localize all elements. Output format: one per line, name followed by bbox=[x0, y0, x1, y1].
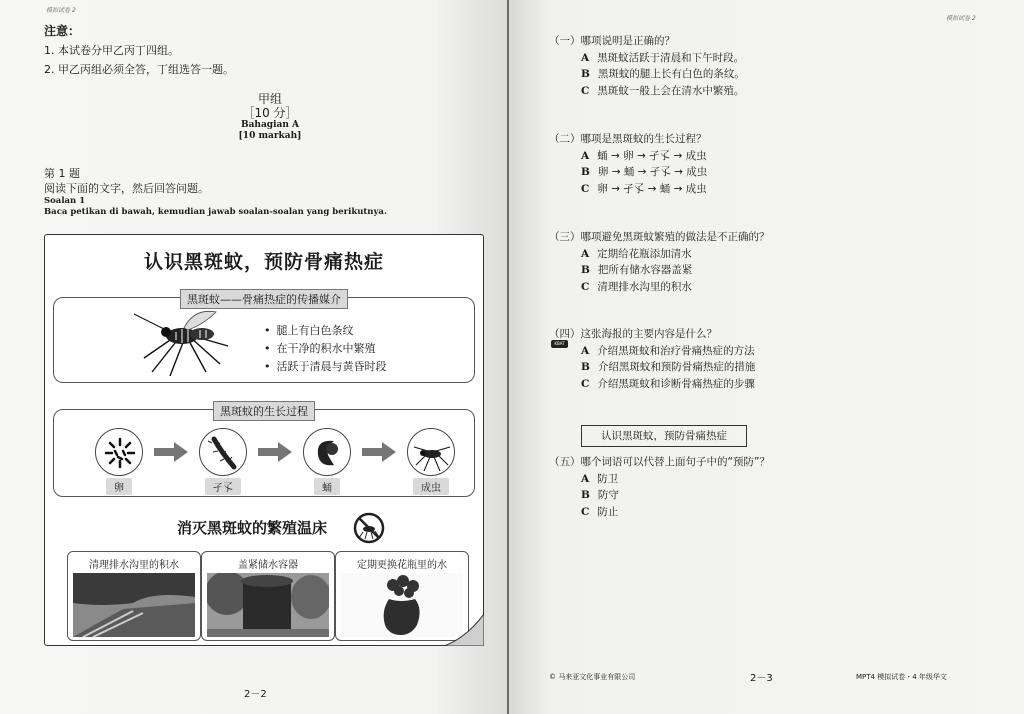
option-text: 防止 bbox=[597, 505, 619, 518]
stage-label: 卵 bbox=[106, 478, 132, 495]
section-title: 消灭黑斑蚊的繁殖温床 bbox=[177, 519, 328, 537]
arrow-right-icon bbox=[154, 442, 188, 462]
answer-option[interactable] bbox=[549, 471, 770, 488]
option-text: 定期给花瓶添加清水 bbox=[597, 247, 692, 260]
arrow-right-icon bbox=[258, 442, 292, 462]
option-letter: A bbox=[581, 344, 590, 357]
option-text: 介绍黑斑蚊和诊断骨痛热症的步骤 bbox=[597, 377, 755, 390]
answer-option[interactable] bbox=[549, 50, 745, 67]
drain-photo bbox=[73, 573, 195, 637]
answer-option[interactable] bbox=[549, 279, 770, 296]
answer-option[interactable] bbox=[549, 66, 745, 83]
question-number-ms: Soalan 1 bbox=[44, 196, 86, 206]
answer-option[interactable] bbox=[549, 504, 770, 521]
option-letter: C bbox=[581, 505, 590, 518]
feature-item: • 活跃于清晨与黄昏时段 bbox=[264, 358, 387, 376]
kbat-badge: KBAT bbox=[551, 340, 568, 348]
option-letter: B bbox=[581, 166, 590, 178]
section-title: 黑斑蚊——骨痛热症的传播媒介 bbox=[180, 289, 348, 309]
group-name: 甲组 bbox=[257, 92, 282, 106]
option-letter: B bbox=[581, 489, 590, 501]
question-number: 第 1 题 bbox=[44, 167, 80, 180]
question-intro bbox=[44, 166, 387, 218]
question-stem: （一）哪项说明是正确的？ bbox=[549, 35, 675, 47]
question-instruction-ms: Baca petikan di bawah, kemudian jawab soalan-soalan yang berikutnya. bbox=[44, 207, 387, 217]
arrow-right-icon bbox=[362, 442, 396, 462]
question-stem: （三）哪项避免黑斑蚊繁殖的做法是不正确的？ bbox=[549, 231, 770, 243]
answer-option[interactable] bbox=[549, 83, 745, 100]
group-heading bbox=[0, 92, 507, 142]
page-number: 2－3 bbox=[750, 673, 773, 684]
option-text: 介绍黑斑蚊和治疗骨痛热症的方法 bbox=[597, 344, 755, 357]
group-name-ms: Bahagian A bbox=[240, 120, 300, 130]
question-stem: （二）哪项是黑斑蚊的生长过程？ bbox=[549, 133, 707, 145]
option-letter: A bbox=[581, 247, 590, 260]
option-letter: A bbox=[581, 51, 590, 64]
notes-item: 1. 本试卷分甲乙丙丁四组。 bbox=[44, 44, 179, 57]
stage-label: 成虫 bbox=[413, 478, 449, 495]
answer-option[interactable] bbox=[549, 343, 755, 360]
question-5 bbox=[549, 454, 770, 520]
section-title: 黑斑蚊的生长过程 bbox=[213, 401, 315, 421]
mosquito-illustration bbox=[124, 306, 244, 378]
option-letter: A bbox=[581, 149, 590, 162]
answer-option[interactable] bbox=[549, 359, 755, 376]
option-text: 把所有储水容器盖紧 bbox=[597, 264, 693, 276]
page-number: 2－2 bbox=[244, 689, 267, 700]
photo-drain bbox=[67, 551, 201, 641]
answer-option[interactable] bbox=[549, 487, 770, 504]
left-page bbox=[0, 0, 507, 714]
option-letter: B bbox=[581, 361, 590, 373]
question-instruction: 阅读下面的文字，然后回答问题。 bbox=[44, 182, 209, 195]
pupa-icon bbox=[303, 428, 351, 476]
mosquito-info-box bbox=[53, 293, 475, 383]
option-letter: B bbox=[581, 68, 590, 80]
stage-label: 孑孓 bbox=[205, 478, 241, 495]
notes bbox=[44, 22, 234, 79]
poster bbox=[44, 234, 484, 646]
poster-title: 认识黑斑蚊，预防骨痛热症 bbox=[143, 251, 384, 273]
life-cycle-box bbox=[53, 405, 475, 497]
option-letter: A bbox=[581, 472, 590, 485]
question-stem: （四）这张海报的主要内容是什么？ bbox=[549, 328, 717, 340]
answer-option[interactable] bbox=[549, 181, 707, 198]
option-letter: C bbox=[581, 182, 590, 195]
photo-caption: 定期更换花瓶里的水 bbox=[357, 560, 447, 571]
answer-option[interactable] bbox=[549, 262, 770, 279]
stage-adult bbox=[404, 428, 458, 495]
photo-caption: 清理排水沟里的积水 bbox=[89, 560, 179, 571]
photo-container bbox=[201, 551, 335, 641]
option-text: 卵 → 蛹 → 孑孓 → 成虫 bbox=[597, 166, 708, 178]
option-text: 防守 bbox=[597, 489, 619, 501]
option-text: 蛹 → 卵 → 孑孓 → 成虫 bbox=[597, 149, 707, 162]
stage-larva bbox=[196, 428, 250, 495]
stage-label: 蛹 bbox=[314, 478, 340, 495]
group-marks: ［10 分］ bbox=[242, 106, 298, 120]
notes-item: 2. 甲乙丙组必须全答，丁组选答一题。 bbox=[44, 63, 234, 76]
group-marks-ms: [10 markah] bbox=[238, 131, 302, 141]
adult-mosquito-icon bbox=[407, 428, 455, 476]
feature-item: • 腿上有白色条纹 bbox=[264, 322, 387, 340]
egg-icon bbox=[95, 428, 143, 476]
page-curl-decoration bbox=[444, 614, 484, 646]
answer-option[interactable] bbox=[549, 148, 707, 165]
option-letter: C bbox=[581, 377, 590, 390]
option-text: 黑斑蚊活跃于清晨和下午时段。 bbox=[597, 51, 745, 64]
question-4 bbox=[549, 326, 755, 392]
option-text: 清理排水沟里的积水 bbox=[597, 280, 692, 293]
photo-caption: 盖紧储水容器 bbox=[238, 560, 298, 571]
publisher-footer: © 马来亚文化事业有限公司 bbox=[549, 673, 636, 681]
question-2 bbox=[549, 131, 707, 197]
option-letter: C bbox=[581, 84, 590, 97]
stage-egg bbox=[92, 428, 146, 495]
option-letter: B bbox=[581, 264, 590, 276]
option-text: 介绍黑斑蚊和预防骨痛热症的措施 bbox=[597, 361, 756, 373]
series-footer: MPT4 模拟试卷・4 年级华文 bbox=[856, 673, 947, 681]
option-letter: C bbox=[581, 280, 590, 293]
container-photo bbox=[207, 573, 329, 637]
question-stem: （五）哪个词语可以代替上面句子中的“预防”？ bbox=[549, 456, 770, 468]
page-header: 模拟试卷 2 bbox=[946, 15, 976, 22]
answer-option[interactable] bbox=[549, 246, 770, 263]
no-mosquito-icon bbox=[353, 512, 385, 544]
option-text: 黑斑蚊的腿上长有白色的条纹。 bbox=[597, 68, 745, 80]
answer-option[interactable] bbox=[549, 164, 707, 181]
stage-pupa bbox=[300, 428, 354, 495]
option-text: 黑斑蚊一般上会在清水中繁殖。 bbox=[597, 84, 745, 97]
answer-option[interactable] bbox=[549, 376, 755, 393]
question-1 bbox=[549, 33, 745, 99]
question-3 bbox=[549, 229, 770, 295]
quoted-sentence-box: 认识黑斑蚊，预防骨痛热症 bbox=[581, 425, 747, 447]
notes-title: 注意： bbox=[44, 24, 81, 38]
page-header: 模拟试卷 2 bbox=[46, 7, 76, 14]
larva-icon bbox=[199, 428, 247, 476]
option-text: 防卫 bbox=[597, 472, 619, 485]
feature-list bbox=[264, 322, 387, 376]
feature-item: • 在干净的积水中繁殖 bbox=[264, 340, 387, 358]
option-text: 卵 → 孑孓 → 蛹 → 成虫 bbox=[597, 182, 707, 195]
